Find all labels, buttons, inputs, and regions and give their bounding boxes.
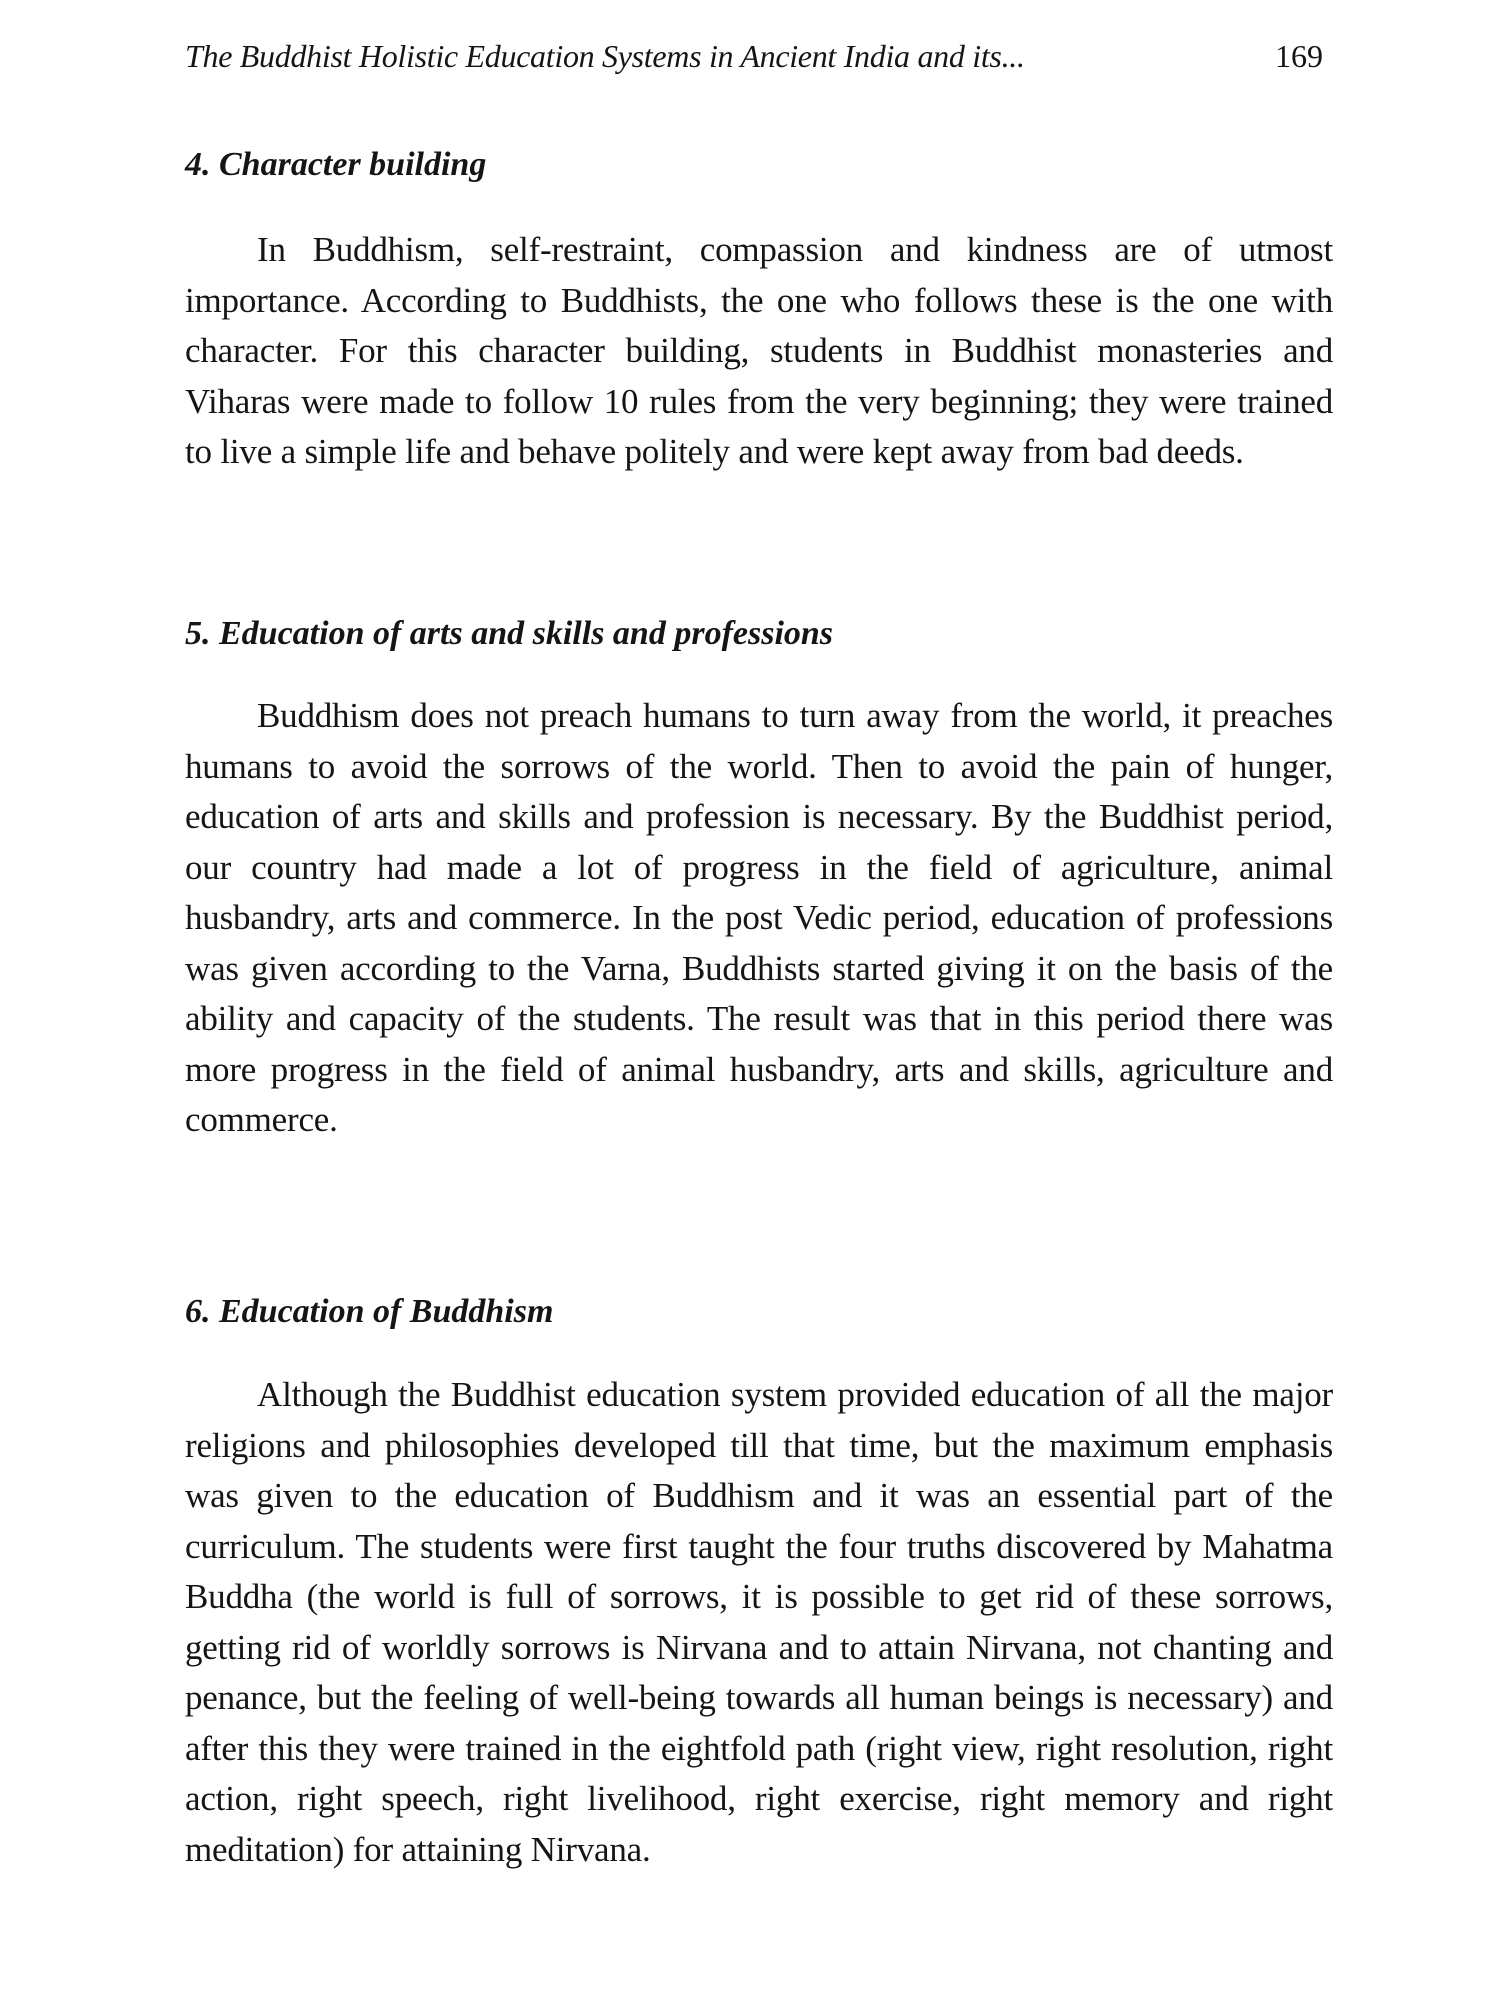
section-education-of-buddhism [185,1290,1333,1875]
section-body: Buddhism does not preach humans to turn away from the world, it preaches humans to avoid the sorrows of the world. Then to avoid the pain of hunger, education of arts and skills and profession is necessary. By the Buddhist period, our country had made a lot of progress in the field of agriculture, animal husbandry, arts and commerce. In the post Vedic period, education of professions was given according to the Varna, Buddhists started giving it on the basis of the ability and capacity of the students. The result was that in this period there was more progress in the field of animal husbandry, arts and skills, agriculture and commerce. [185,696,1333,1139]
section-education-arts-skills [185,612,1333,1146]
section-heading: 4. Character building [185,146,487,183]
section-body: In Buddhism, self-restraint, compassion and kindness are of utmost importance. According to Buddhists, the one who follows these is the one with character. For this character building, students in Buddhist monasteries and Viharas were made to follow 10 rules from the very beginning; they were trained to live a simple life and behave politely and were kept away from bad deeds. [185,230,1333,471]
section-heading: 5. Education of arts and skills and professions [185,615,834,652]
section-body: Although the Buddhist education system provided education of all the major religions and philosophies developed till that time, but the maximum emphasis was given to the education of Buddhism and it was an essential part of the curriculum. The students were first taught the four truths discovered by Mahatma Buddha (the world is full of sorrows, it is possible to get rid of these sorrows, getting rid of worldly sorrows is Nirvana and to attain Nirvana, not chanting and penance, but the feeling of well-being towards all human beings is necessary) and after this they were trained in the eightfold path (right view, right resolution, right action, right speech, right livelihood, right exercise, right memory and right meditation) for attaining Nirvana. [185,1375,1333,1869]
page-number: 169 [1275,38,1323,74]
running-head [185,38,1333,75]
running-head-title: The Buddhist Holistic Education Systems in Ancient India and its... [185,38,1025,74]
section-heading: 6. Education of Buddhism [185,1293,554,1330]
section-character-building [185,143,1333,478]
